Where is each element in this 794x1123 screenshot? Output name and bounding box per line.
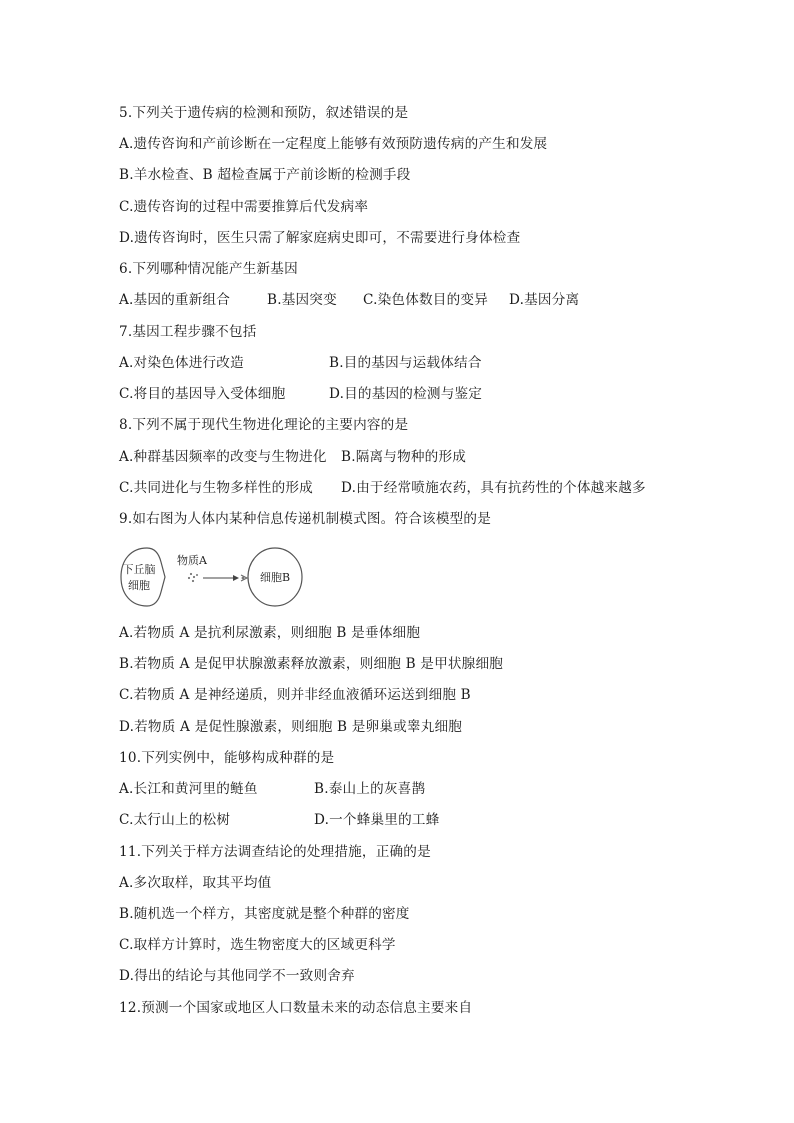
- substance-label: 物质A: [177, 554, 207, 567]
- left-cell-label-1: 下丘脑: [122, 563, 156, 576]
- q10-stem: 10.下列实例中，能够构成种群的是: [119, 750, 335, 766]
- hypothalamus-cell-shape: [121, 548, 165, 606]
- left-cell-label-2: 细胞: [128, 579, 150, 592]
- q9-option-b: B.若物质 A 是促甲状腺激素释放激素，则细胞 B 是甲状腺细胞: [119, 656, 504, 672]
- q5-option-d: D.遗传咨询时，医生只需了解家庭病史即可，不需要进行身体检查: [119, 230, 521, 246]
- q8-option-d: D.由于经常喷施农药，具有抗药性的个体越来越多: [341, 480, 646, 496]
- q11-option-b: B.随机选一个样方，其密度就是整个种群的密度: [119, 906, 410, 922]
- q7-option-c: C.将目的基因导入受体细胞: [119, 386, 286, 402]
- q11-stem: 11.下列关于样方法调查结论的处理措施，正确的是: [119, 844, 431, 860]
- q8-option-b: B.隔离与物种的形成: [341, 449, 467, 465]
- q9-option-d: D.若物质 A 是促性腺激素，则细胞 B 是卵巢或睾丸细胞: [119, 719, 463, 735]
- q11-option-a: A.多次取样，取其平均值: [119, 875, 272, 891]
- q7-option-d: D.目的基因的检测与鉴定: [329, 386, 483, 402]
- q10-option-b: B.泰山上的灰喜鹊: [314, 781, 426, 797]
- q5-option-b: B.羊水检查、B 超检查属于产前诊断的检测手段: [119, 167, 411, 183]
- q9-stem: 9.如右图为人体内某种信息传递机制模式图。符合该模型的是: [119, 511, 492, 527]
- q11-option-c: C.取样方计算时，选生物密度大的区域更科学: [119, 937, 396, 953]
- q6-option-d: D.基因分离: [509, 292, 580, 308]
- arrow-head-icon: [233, 575, 239, 581]
- q12-stem: 12.预测一个国家或地区人口数量未来的动态信息主要来自: [119, 1000, 473, 1016]
- q7-option-b: B.目的基因与运载体结合: [329, 355, 482, 371]
- q7-option-a: A.对染色体进行改造: [119, 355, 244, 371]
- q10-option-d: D.一个蜂巢里的工蜂: [314, 812, 440, 828]
- q7-stem: 7.基因工程步骤不包括: [119, 324, 257, 340]
- q9-option-c: C.若物质 A 是神经递质，则并非经血液循环运送到细胞 B: [119, 687, 471, 703]
- signal-transmission-diagram: [119, 544, 309, 610]
- q5-option-a: A.遗传咨询和产前诊断在一定程度上能够有效预防遗传病的产生和发展: [119, 136, 548, 152]
- q9-option-a: A.若物质 A 是抗利尿激素，则细胞 B 是垂体细胞: [119, 625, 421, 641]
- q6-option-c: C.染色体数目的变异: [363, 292, 488, 308]
- q5-stem: 5.下列关于遗传病的检测和预防，叙述错误的是: [119, 105, 409, 121]
- substance-particles-icon: [188, 573, 198, 582]
- q8-option-a: A.种群基因频率的改变与生物进化: [119, 449, 327, 465]
- q10-option-c: C.太行山上的松树: [119, 812, 231, 828]
- q6-stem: 6.下列哪种情况能产生新基因: [119, 261, 298, 277]
- q10-option-a: A.长江和黄河里的鲢鱼: [119, 781, 258, 797]
- q8-option-c: C.共同进化与生物多样性的形成: [119, 480, 313, 496]
- q6-option-a: A.基因的重新组合: [119, 292, 231, 308]
- q11-option-d: D.得出的结论与其他同学不一致则舍弃: [119, 968, 355, 984]
- right-cell-label: 细胞B: [259, 571, 291, 584]
- q5-option-c: C.遗传咨询的过程中需要推算后代发病率: [119, 199, 369, 215]
- q6-option-b: B.基因突变: [267, 292, 337, 308]
- q8-stem: 8.下列不属于现代生物进化理论的主要内容的是: [119, 417, 409, 433]
